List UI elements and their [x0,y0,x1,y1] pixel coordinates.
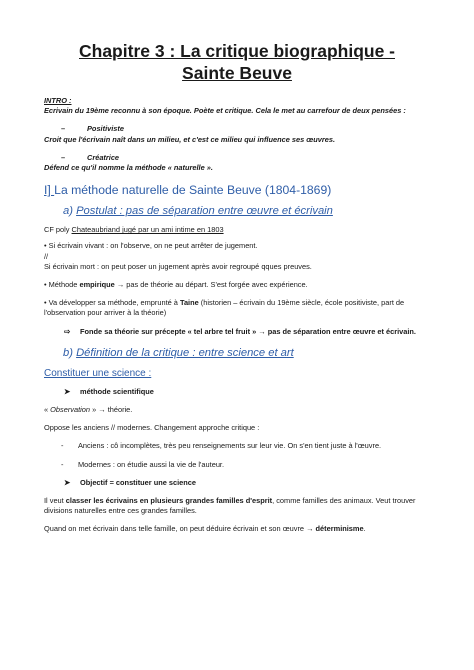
cf-line [44,225,430,235]
item-title: Créatrice [87,152,120,162]
list-text: Anciens : cô incomplètes, très peu renseignements sur leur vie. On s'en tient juste à l'œuvre. [78,441,382,451]
text-bold: Taine [179,298,199,308]
arrow-text: Fonde sa théorie sur précepte « tel arbre tel fruit » → pas de séparation entre œuvre et écrivain. [80,326,416,336]
text-post: → pas de théorie au départ. S'est forgée avec expérience. [114,280,308,290]
dash-mark: - [61,459,64,469]
item-desc: Croit que l'écrivain naît dans un milieu, et c'est ce milieu qui influence ses œuvres. [44,134,336,144]
dash-mark: – [61,152,66,162]
arrow-text: méthode scientifique [80,386,154,396]
text-pre: Il veut [44,496,66,506]
determinisme-paragraph [44,524,430,534]
text-pre: • Méthode [44,280,80,290]
dash-mark: – [61,124,66,134]
observation-line [44,405,430,415]
bullet-taine [44,298,430,318]
classer-paragraph [44,496,430,516]
dead-writer: Si écrivain mort : on peut poser un jugement après avoir regroupé qques preuves. [44,261,312,271]
bullet-method [44,280,430,290]
oppose-line: Oppose les anciens // modernes. Changement approche critique : [44,423,260,433]
intro-item-positiviste [44,124,430,134]
subheading-text: Postulat : pas de séparation entre œuvre et écrivain [76,205,333,218]
text-italic: Observation [50,405,91,415]
list-modernes [44,460,430,470]
arrowhead-bullet-icon: ➤ [64,477,71,487]
intro-label: INTRO : [44,96,72,105]
text-bold: classer les écrivains en plusieurs grandes familles d'esprit [65,496,273,506]
text-post: » → théorie. [90,405,133,415]
dash-mark: - [61,441,64,451]
title-line-2: Sainte Beuve [182,63,292,83]
subheading-a [63,204,430,219]
document-title [44,40,430,84]
right-arrow-icon: ⇨ [64,326,71,336]
objectif-item [64,478,430,488]
list-anciens [44,441,430,451]
subheading-b [63,346,430,361]
arrow-item-precept [64,327,430,337]
title-line-1: Chapitre 3 : La critique biographique - [79,41,395,61]
bullet-living: • Si écrivain vivant : on l'observe, on ne peut arrêter de jugement. [44,241,258,251]
text-pre: • Va développer sa méthode, emprunté à [44,298,180,308]
text-bold: empirique [79,280,115,290]
cf-prefix: CF poly [44,225,72,235]
item-desc: Défend ce qu'il nomme la méthode « naturelle ». [44,163,213,173]
subheading-prefix: a) [63,205,77,218]
intro-item-creatrice [44,153,430,163]
heading-text: La méthode naturelle de Sainte Beuve (1804-1869) [54,183,332,198]
method-scientific [64,387,430,397]
list-text: Modernes : on étudie aussi la vie de l'auteur. [78,459,225,469]
intro-text: Ecrivain du 19ème reconnu à son époque. Poète et critique. Cela le met au carrefour de deux pensées : [44,106,406,116]
subheading-science: Constituer une science : [44,367,152,379]
arrow-text: Objectif = constituer une science [80,477,197,487]
item-title: Positiviste [87,124,124,134]
text-post: , comme familles des animaux. Veut trouver divisions naturelles entre ces grandes familles. [44,496,416,516]
section-heading-1 [44,182,430,198]
text-post: . [363,524,366,534]
text-pre: Quand on met écrivain dans telle famille, on peut déduire écrivain et son œuvre → [44,524,316,534]
subheading-prefix: b) [63,346,77,359]
heading-prefix: I] [44,183,55,198]
arrowhead-bullet-icon: ➤ [64,386,71,396]
text-bold: déterminisme [315,524,364,534]
slash-separator: // [44,251,49,261]
cf-link[interactable]: Chateaubriand jugé par un ami intime en 1803 [71,225,224,235]
text-post: (historien – écrivain du 19ème siècle, école positiviste, part de l'observation pour arriver à la théorie) [44,298,405,318]
subheading-text: Définition de la critique : entre science et art [76,346,294,359]
text-pre: « [44,405,51,415]
